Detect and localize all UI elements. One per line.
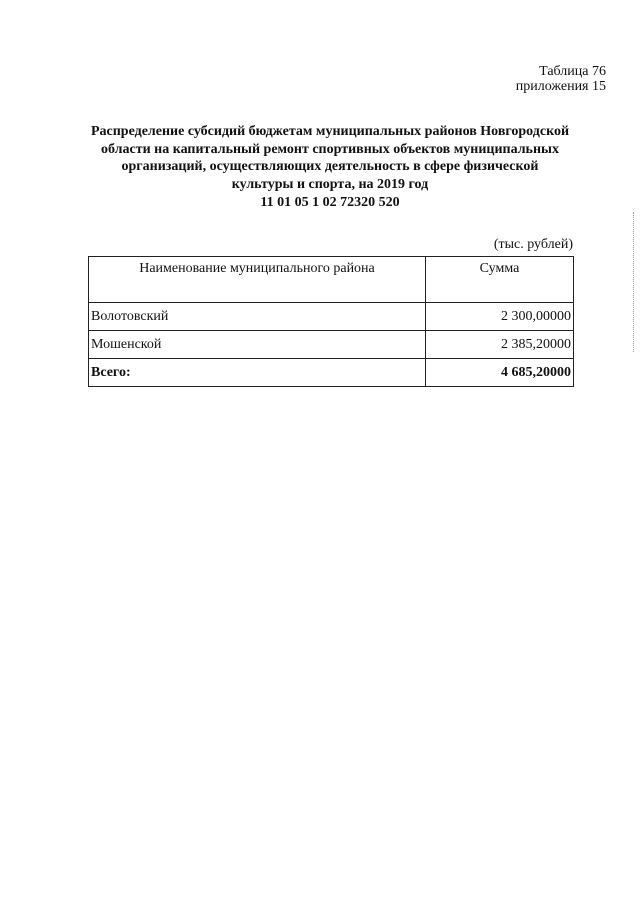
table-row: [89, 331, 574, 359]
table-row: [89, 303, 574, 331]
district-amount: 2 300,00000: [426, 303, 574, 331]
total-label: Всего:: [89, 359, 426, 387]
table-total-row: [89, 359, 574, 387]
district-name: Мошенской: [89, 331, 426, 359]
reference-appendix: приложения 15: [515, 79, 606, 94]
district-name: Волотовский: [89, 303, 426, 331]
document-title: Распределение субсидий бюджетам муниципальных районов Новгородской области на капитальный ремонт спортивных объектов муниципальных организаций, осуществляющих деятельность в сфере физической культуры и спорта, на 2019 год: [90, 124, 570, 192]
subsidy-table: [88, 256, 574, 387]
units-label: (тыс. рублей): [493, 237, 573, 252]
budget-classification-code: 11 01 05 1 02 72320 520: [260, 195, 400, 210]
table-reference: [516, 64, 606, 94]
header-amount: Сумма: [426, 257, 574, 303]
reference-table-number: Таблица 76: [539, 64, 606, 79]
table-header-row: [89, 257, 574, 303]
header-district-name: Наименование муниципального района: [89, 257, 426, 303]
scan-edge-mark: [633, 212, 636, 352]
total-amount: 4 685,20000: [426, 359, 574, 387]
district-amount: 2 385,20000: [426, 331, 574, 359]
